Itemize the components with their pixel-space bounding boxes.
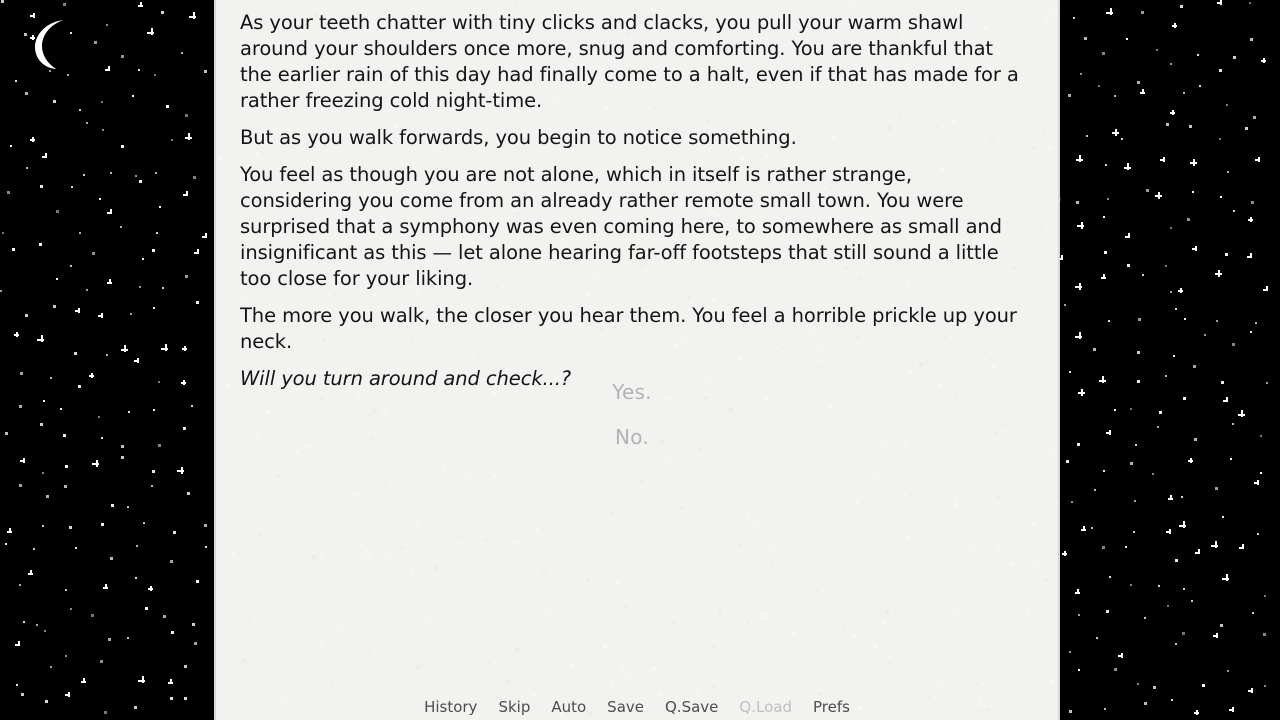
dialogue-paragraph: But as you walk forwards, you begin to notice something. [240, 126, 797, 149]
dialogue-paper [216, 0, 1058, 720]
crescent-moon-icon [22, 16, 78, 72]
quick-menu-save[interactable]: Save [607, 698, 644, 716]
dialogue-paragraph: You feel as though you are not alone, which in itself is rather strange, considering you come from an already rather remote small town. You were surprised that a symphony was even coming here, to somewhere as small and insignificant as this — let alone hearing far-off footsteps that still sound a little too close for your liking. [240, 163, 1002, 290]
quick-menu-qload: Q.Load [739, 698, 792, 716]
quick-menu-qsave[interactable]: Q.Save [665, 698, 719, 716]
quick-menu-prefs[interactable]: Prefs [812, 698, 850, 716]
choice-no[interactable]: No. [240, 420, 1024, 465]
dialogue-text [240, 10, 1024, 403]
quick-menu-history[interactable]: History [424, 698, 478, 716]
starfield-right [1060, 0, 1280, 720]
quick-menu-skip[interactable]: Skip [498, 698, 531, 716]
starfield-left [0, 0, 214, 720]
dialogue-paragraph: The more you walk, the closer you hear them. You feel a horrible prickle up your neck. [240, 304, 1017, 353]
quick-menu [216, 698, 1058, 718]
dialogue-prompt: Will you turn around and check...? [240, 367, 572, 390]
choice-menu [240, 375, 1024, 465]
dialogue-paragraph: As your teeth chatter with tiny clicks and clacks, you pull your warm shawl around your shoulders once more, snug and comforting. You are thankful that the earlier rain of this day had finally come to a halt, even if that has made for a rather freezing cold night-time. [240, 11, 1019, 112]
quick-menu-auto[interactable]: Auto [551, 698, 587, 716]
panel-divider-right [1058, 0, 1060, 720]
choice-yes[interactable]: Yes. [240, 375, 1024, 420]
